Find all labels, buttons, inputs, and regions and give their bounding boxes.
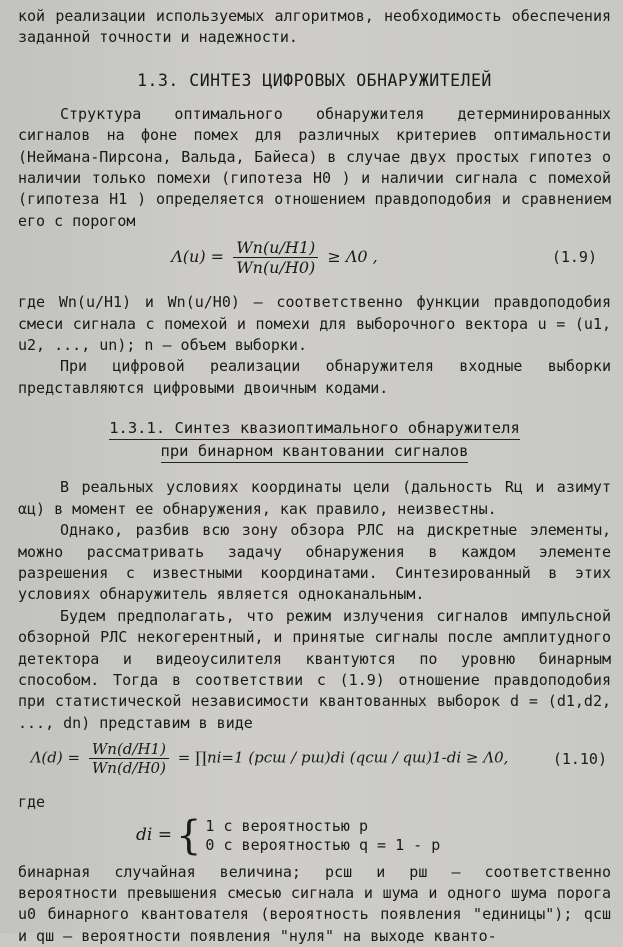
paragraph-binary-quantization: Будем предполагать, что режим излучения сигналов импульсной обзорной РЛС некогерентный, и принятые сигналы после амплитудного детектора и видеоусилителя квантуются по уровню бинарным способом. Тогда в соответствии с (1.9) отношение правдоподобия при статистической независимости квантованных выборок d = (d1,d2, ..., dn) представим в виде bbox=[18, 606, 611, 732]
paragraph-digital-implementation: При цифровой реализации обнаружителя входные выборки представляются цифровыми двоичным кодами. bbox=[18, 357, 611, 397]
paragraph-binary-variable: бинарная случайная величина; pсш и pш – соответственно вероятности превышения смесью сигнала и шума и одного шума порога u0 бинарного квантователя (вероятность появления "единицы"); qсш и qш – вероятности появления "нуля" на выходе кванто- bbox=[18, 862, 611, 945]
formula-1-9-rhs: ≥ Λ0 , bbox=[327, 247, 378, 267]
subsection-heading bbox=[18, 417, 611, 463]
section-heading: 1.3. СИНТЕЗ ЦИФРОВЫХ ОБНАРУЖИТЕЛЕЙ bbox=[137, 70, 492, 90]
piecewise-definition bbox=[136, 812, 611, 859]
paragraph-discrete-elements: Однако, разбив всю зону обзора РЛС на дискретные элементы, можно рассматривать задачу обнаружения в каждом элементе разрешения с известными координатами. Синтезированный в этих условиях обнаружитель является одноканальным. bbox=[18, 521, 611, 604]
formula-1-9-fraction bbox=[233, 238, 318, 277]
formula-1-10 bbox=[18, 740, 611, 784]
paragraph-intro-continuation: кой реализации используемых алгоритмов, необходимость обеспечения заданной точности и надежности. bbox=[18, 7, 611, 47]
formula-1-9-denominator: Wn(u/H0) bbox=[236, 258, 316, 278]
paragraph-likelihood-functions: где Wn(u/H1) и Wn(u/H0) – соответственно функции правдоподобия смеси сигнала с помехой и помехи для выборочного вектора u = (u1, u2, ..., un); n – объем выборки. bbox=[18, 293, 611, 355]
label-where: где bbox=[18, 793, 46, 812]
paragraph-detector-structure: Структура оптимального обнаружителя детерминированных сигналов на фоне помех для различных критериев оптимальности (Неймана-Пирсона, Вальда, Байеса) в случае двух простых гипотез о наличии только помехи (гипотеза H0 ) и наличии сигнала с помехой (гипотеза H1 ) определяется отношением правдоподобия и сравнением его с порогом bbox=[18, 104, 611, 230]
formula-1-10-numerator: Wn(d/H1) bbox=[89, 740, 169, 759]
formula-1-9-number: (1.9) bbox=[551, 248, 597, 267]
piecewise-variable: di = bbox=[136, 825, 172, 846]
formula-1-10-lhs: Λ(d) = bbox=[30, 748, 81, 767]
piecewise-case-2: 0 с вероятностью q = 1 - p bbox=[205, 835, 441, 854]
formula-1-9 bbox=[18, 238, 611, 284]
piecewise-cases bbox=[205, 817, 440, 855]
formula-1-10-product: = ∏ni=1 (pсш / pш)di (qсш / qш)1-di bbox=[177, 748, 462, 767]
formula-1-10-denominator: Wn(d/H0) bbox=[91, 759, 166, 778]
formula-1-9-lhs: Λ(u) = bbox=[171, 247, 225, 267]
formula-1-10-fraction bbox=[89, 740, 169, 777]
subsection-heading-line-1: 1.3.1. Синтез квазиоптимального обнаружителя bbox=[109, 417, 520, 440]
paragraph-real-conditions: В реальных условиях координаты цели (дальность Rц и азимут αц) в момент ее обнаружения, как правило, неизвестны. bbox=[18, 478, 611, 518]
subsection-heading-line-2: при бинарном квантовании сигналов bbox=[161, 440, 469, 463]
formula-1-10-number: (1.10) bbox=[552, 750, 607, 769]
formula-1-9-numerator: Wn(u/H1) bbox=[233, 238, 318, 258]
formula-1-10-rhs: ≥ Λ0, bbox=[465, 748, 509, 767]
brace-symbol: { bbox=[175, 812, 202, 859]
piecewise-case-1: 1 с вероятностью p bbox=[205, 816, 368, 835]
